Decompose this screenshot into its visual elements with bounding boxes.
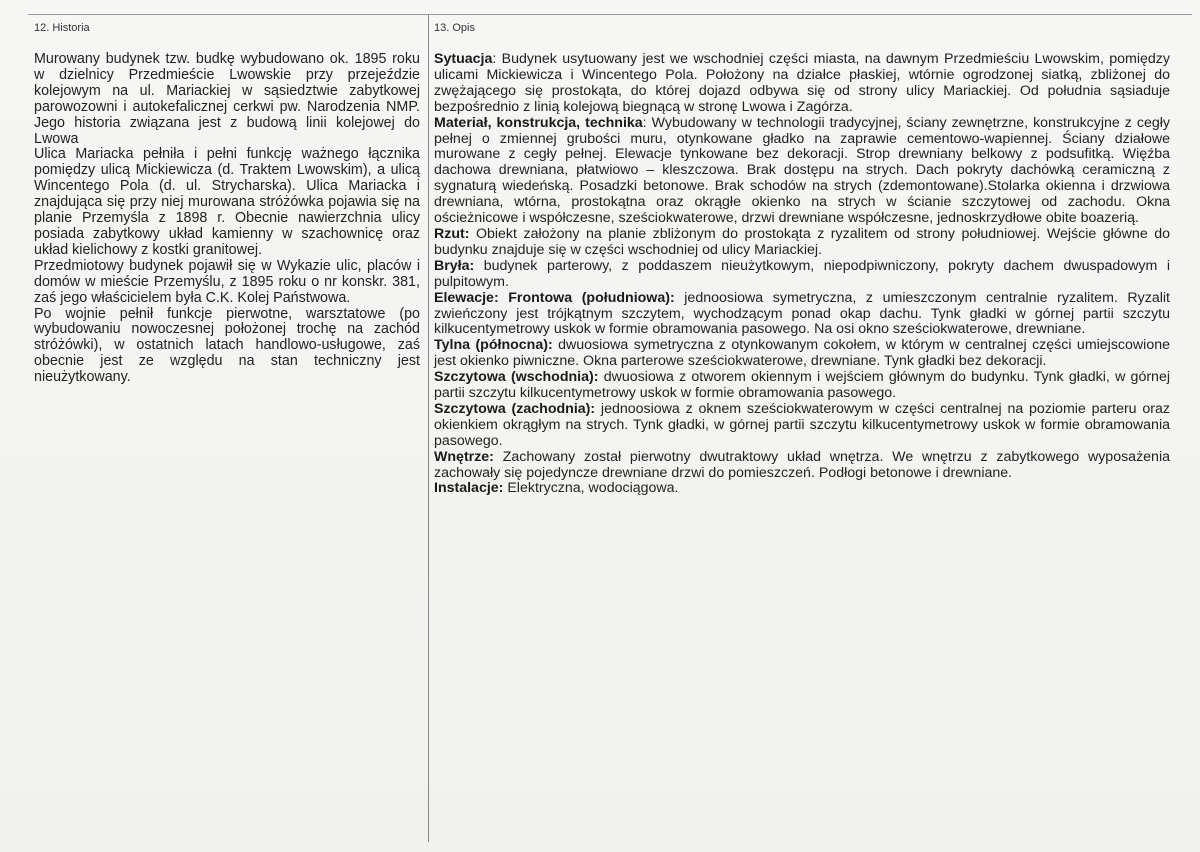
section-label: Wnętrze: [434, 448, 494, 465]
top-rule [28, 14, 1192, 15]
section-text: budynek parterowy, z poddaszem nieużytkowym, niepodpiwniczony, pokryty dachem dwuspadowym i pulpitowym. [434, 257, 1170, 290]
section-mass [434, 259, 1170, 291]
history-header: 12. Historia [34, 22, 90, 34]
section-label: Szczytowa (wschodnia): [434, 369, 599, 386]
section-text: jednoosiowa symetryczna, z umieszczonym centralnie ryzalitem. Ryzalit zwieńczony jest trójkątnym szczytem, wychodzącym ponad okap dachu. Tynk gładki w górnej partii szczytu kilkucentymetrowy uskok w formie obramowania pasowego. Na osi okno sześciokwaterowe, drewniane. [434, 289, 1171, 338]
section-west-gable [434, 402, 1170, 450]
section-text: Obiekt założony na planie zbliżonym do prostokąta z ryzalitem od strony południowej. Wejście główne do budynku znajduje się w części wschodniej od ulicy Mariackiej. [434, 225, 1170, 258]
section-text: dwuosiowa symetryczna z otynkowanym cokołem, w którym w centralnej części umiejscowione jest okienko piwniczne. Okna parterowe sześciokwaterowe, drewniane. Tynk gładki bez dekoracji. [434, 337, 1170, 370]
description-column [434, 52, 1170, 497]
section-label: Bryła: [434, 257, 475, 274]
section-label: Sytuacja [434, 51, 493, 67]
column-divider [428, 14, 429, 842]
section-text: jednoosiowa z oknem sześciokwaterowym w części centralnej na poziomie parteru oraz okienkiem okrągłym na strych. Tynk gładki, w górnej partii szczytu kilkucentymetrowy uskok w formie obramowania pasowego. [434, 400, 1170, 449]
section-label: Materiał, konstrukcja, technika [434, 114, 643, 131]
history-column [34, 52, 420, 386]
history-paragraph: Murowany budynek tzw. budkę wybudowano ok. 1895 roku w dzielnicy Przedmieście Lwowskie przy przejeździe kolejowym na ul. Mariackiej w sąsiedztwie zabytkowej parowozowni i autokefalicznej cerkwi pw. Narodzenia NMP. Jego historia związana jest z budową linii kolejowej do Lwowa [34, 51, 420, 147]
section-label: Rzut: [434, 225, 470, 242]
history-paragraph: Przedmiotowy budynek pojawił się w Wykazie ulic, placów i domów w mieście Przemyślu, z 1895 roku o nr konskr. 381, zaś jego właścicielem była C.K. Kolej Państwowa. [34, 257, 420, 306]
history-paragraph: Ulica Mariacka pełniła i pełni funkcję ważnego łącznika pomiędzy ulicą Mickiewicza (d. Traktem Lwowskim), a ulicą Wincentego Pola (d. ul. Strycharska). Ulica Mariacka i znajdująca się przy niej murowana stróżówka pojawia się na planie Przemyśla z 1898 r. Obecnie nawierzchnia ulicy posiada zabytkowy układ kamienny w szachownicę oraz układ kielichowy z kostki granitowej. [34, 146, 420, 258]
section-text: : Budynek usytuowany jest we wschodniej części miasta, na dawnym Przedmieściu Lwowskim, pomiędzy ulicami Mickiewicza i Wincentego Pola. Położony na działce płaskiej, wtórnie ogrodzonej siatką, zbliżonej do zwężającego się prostokąta, do której dojazd odbywa się od strony ulicy Mariackiej. Od południa sąsiaduje bezpośrednio z linią kolejową biegnącą w stronę Lwowa i Zagórza. [434, 51, 1170, 115]
section-installations [434, 481, 1170, 497]
section-situation [434, 52, 1170, 116]
section-label: Tylna (północna): [434, 337, 553, 354]
history-paragraph: Po wojnie pełnił funkcje pierwotne, warsztatowe (po wybudowaniu nowoczesnej położonej trochę na zachód stróżówki), w ostatnich latach handlowo-usługowe, zaś obecnie jest ze względu na stan techniczny jest nieużytkowany. [34, 305, 420, 386]
section-rear-elevation [434, 338, 1170, 370]
description-header: 13. Opis [434, 22, 475, 34]
section-label: Elewacje: Frontowa (południowa): [434, 289, 675, 306]
section-front-elevation [434, 291, 1170, 339]
section-text: Zachowany został pierwotny dwutraktowy układ wnętrza. We wnętrzu z zabytkowego wyposażenia zachowały się pojedyncze drewniane drzwi do pomieszczeń. Podłogi betonowe i drewniane. [434, 448, 1170, 481]
section-label: Instalacje: [434, 480, 504, 497]
section-interior [434, 450, 1170, 482]
section-text: Elektryczna, wodociągowa. [503, 480, 679, 497]
section-text: dwuosiowa z otworem okiennym i wejściem głównym do budynku. Tynk gładki, w górnej partii szczytu kilkucentymetrowy uskok w formie obramowania pasowego. [434, 369, 1170, 402]
section-text: : Wybudowany w technologii tradycyjnej, ściany zewnętrzne, konstrukcyjne z cegły pełnej o zmiennej grubości muru, otynkowane gładko na zaprawie cementowo-wapiennej. Ściany działowe murowane z cegły pełnej. Elewacje tynkowane bez dekoracji. Strop drewniany belkowy z podsufitką. Więźba dachowa drewniana, płatwiowo – kleszczowa. Brak dostępu na strych. Dach pokryty dachówką ceramiczną z sygnaturą wiedeńską. Posadzki betonowe. Brak schodów na strych (zdemontowane).Stolarka okienna i drzwiowa drewniana, wtórna, prostokątna oraz okrągłe okienko na strych w ścianie szczytowej od zachodu. Okna ościeżnicowe i współczesne, sześciokwaterowe, drzwi drewniane współczesne, jednoskrzydłowe obite boazerią. [434, 114, 1170, 227]
section-plan [434, 227, 1170, 259]
section-material [434, 116, 1170, 227]
section-label: Szczytowa (zachodnia): [434, 400, 596, 417]
section-east-gable [434, 370, 1170, 402]
